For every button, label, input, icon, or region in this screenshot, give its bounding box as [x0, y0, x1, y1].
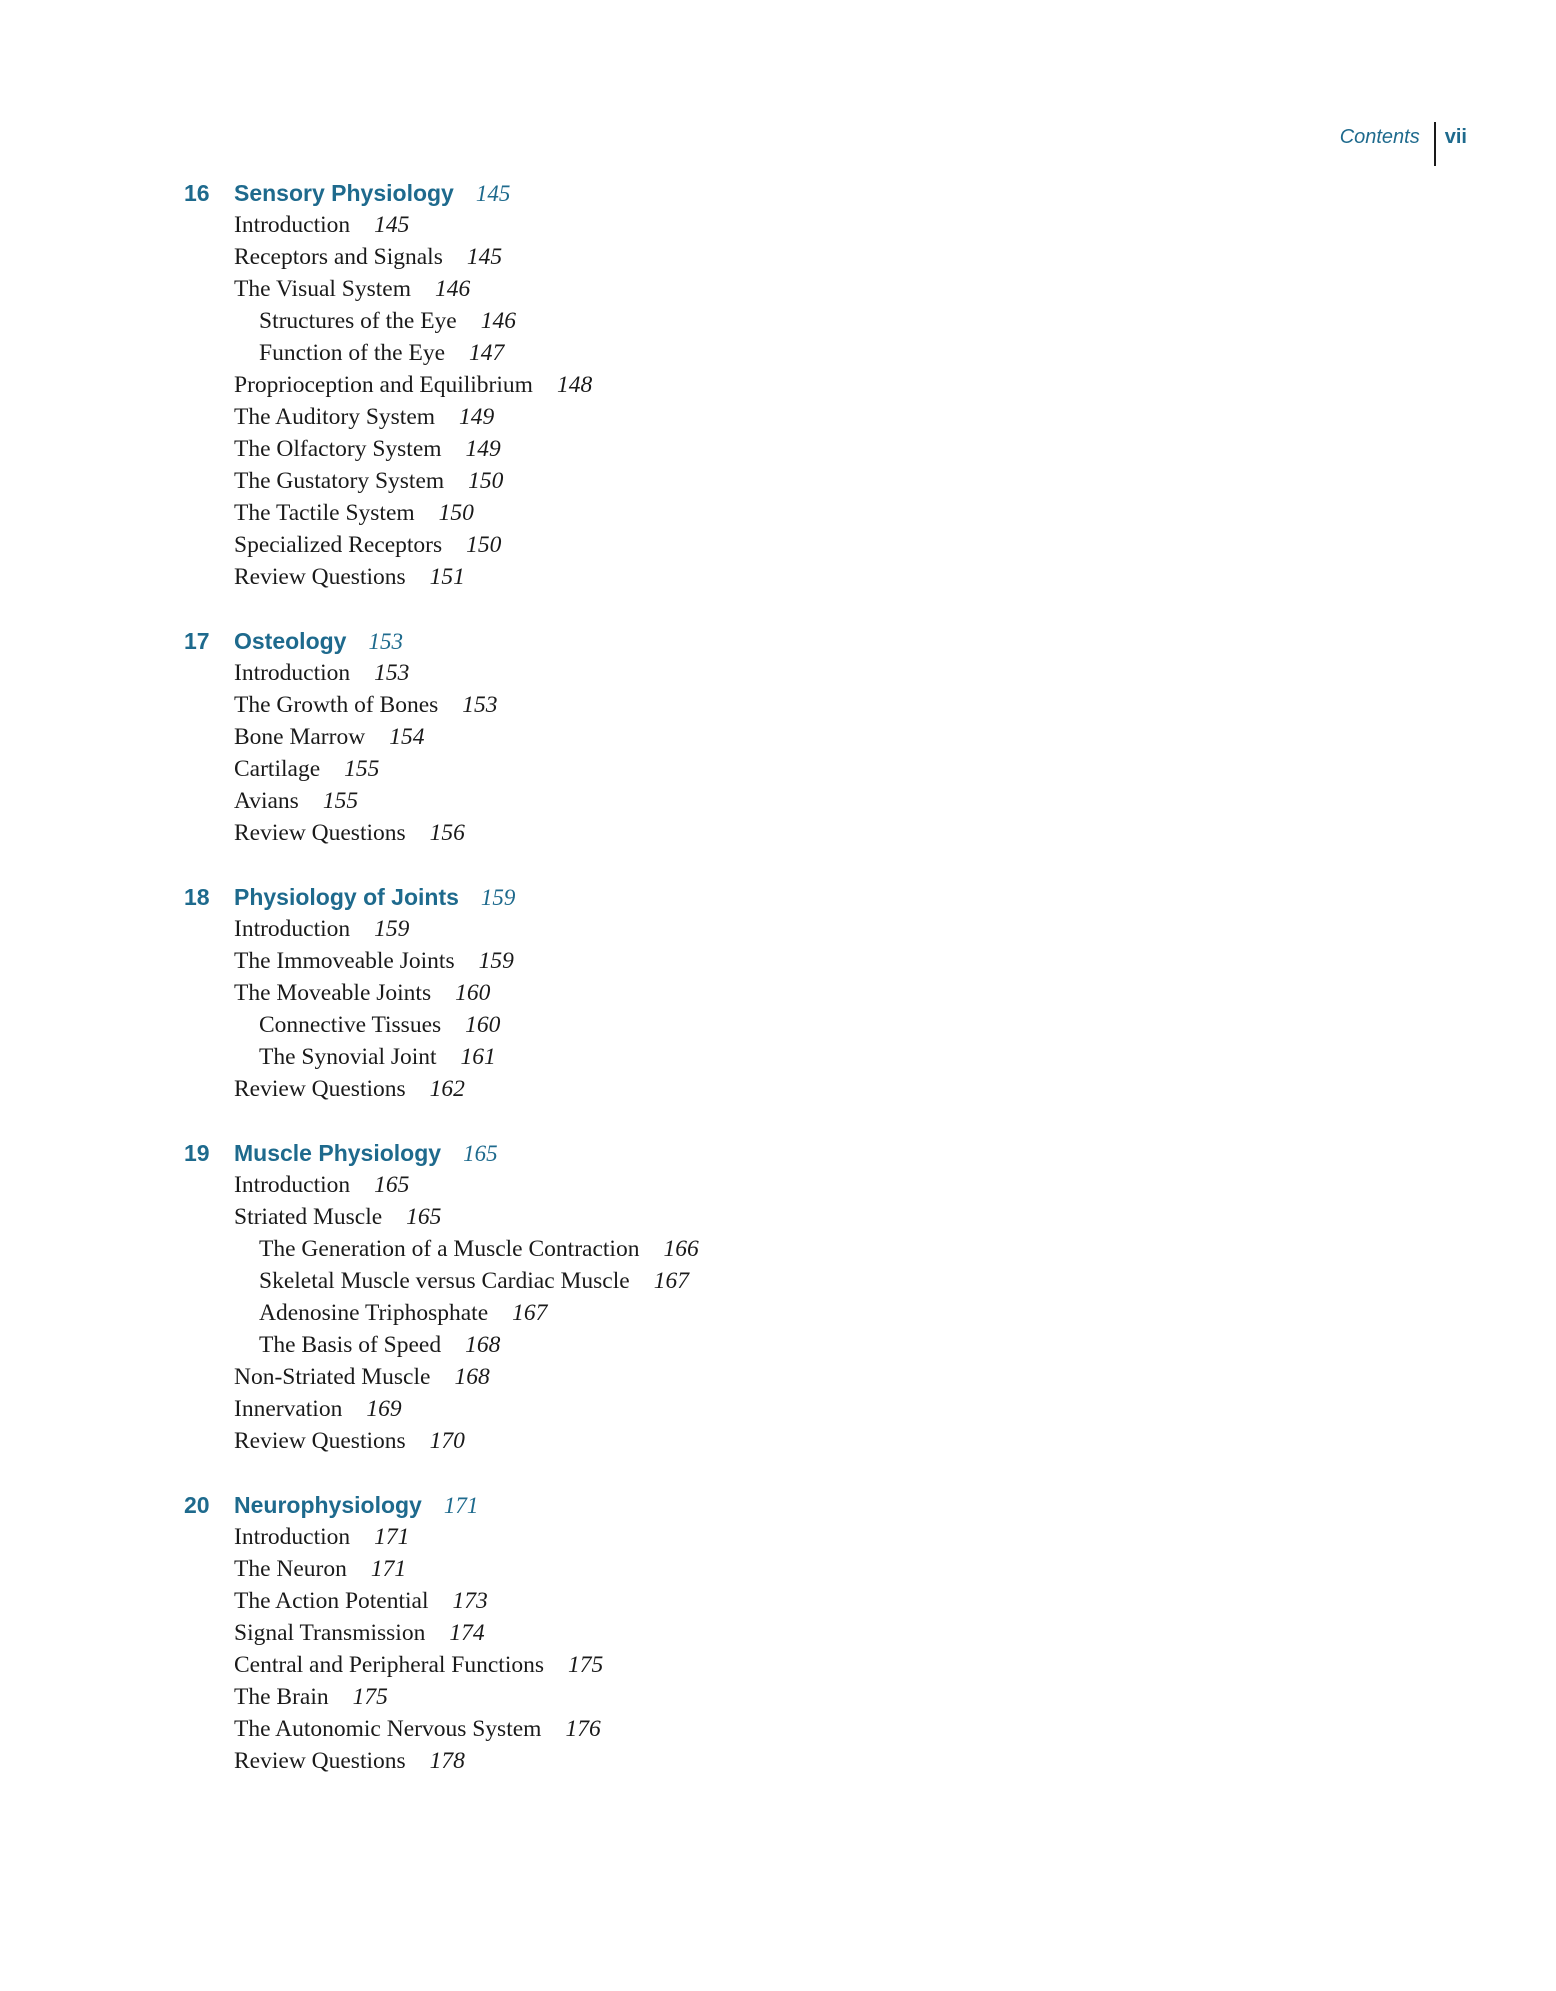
entry-page-number: 178 [429, 1748, 465, 1774]
toc-section-entry[interactable] [234, 1553, 1084, 1585]
entry-page-number: 165 [406, 1204, 442, 1230]
entry-title: The Gustatory System [234, 468, 445, 494]
entry-title: The Growth of Bones [234, 692, 439, 718]
entry-title: Review Questions [234, 564, 406, 590]
entry-page-number: 171 [374, 1524, 410, 1550]
toc-section-entry[interactable] [234, 1681, 1084, 1713]
entry-page-number: 173 [452, 1588, 488, 1614]
entry-title: Striated Muscle [234, 1204, 383, 1230]
toc-section-entry[interactable] [234, 465, 1084, 497]
entry-title: Introduction [234, 1172, 351, 1198]
toc-section-entry[interactable] [234, 945, 1084, 977]
entry-page-number: 167 [512, 1300, 548, 1326]
entry-page-number: 146 [480, 308, 516, 334]
entry-title: The Action Potential [234, 1588, 429, 1614]
toc-section-entry[interactable] [234, 401, 1084, 433]
entry-page-number: 153 [374, 660, 410, 686]
entry-page-number: 169 [366, 1396, 402, 1422]
entry-page-number: 168 [454, 1364, 490, 1390]
entry-page-number: 166 [663, 1236, 699, 1262]
entry-page-number: 174 [449, 1620, 485, 1646]
entry-title: Structures of the Eye [259, 308, 457, 334]
page-number: vii [1444, 126, 1467, 148]
chapter-heading[interactable] [184, 177, 1084, 209]
entry-title: Avians [234, 788, 299, 814]
entry-page-number: 162 [429, 1076, 465, 1102]
chapter-entries [184, 913, 1084, 1105]
toc-section-entry[interactable] [234, 529, 1084, 561]
toc-section-entry[interactable] [234, 1617, 1084, 1649]
running-head [1340, 122, 1467, 166]
toc-section-entry[interactable] [234, 1425, 1084, 1457]
chapter-number: 19 [184, 1140, 210, 1166]
entry-title: The Brain [234, 1684, 329, 1710]
entry-page-number: 145 [374, 212, 410, 238]
entry-title: Review Questions [234, 1076, 406, 1102]
entry-title: Specialized Receptors [234, 532, 443, 558]
running-head-section: Contents [1339, 126, 1420, 148]
entry-title: Introduction [234, 1524, 351, 1550]
toc-section-entry[interactable] [234, 977, 1084, 1009]
toc-section-entry[interactable] [234, 689, 1084, 721]
entry-page-number: 170 [429, 1428, 465, 1454]
toc-chapter [184, 1137, 1084, 1457]
chapter-page-number: 159 [480, 885, 516, 910]
toc-subsection-entry[interactable] [234, 305, 1084, 337]
entry-title: Proprioception and Equilibrium [234, 372, 533, 398]
chapter-entries [184, 1169, 1084, 1457]
entry-title: The Visual System [234, 276, 412, 302]
entry-page-number: 160 [465, 1012, 501, 1038]
entry-title: Adenosine Triphosphate [259, 1300, 489, 1326]
entry-title: The Neuron [234, 1556, 347, 1582]
entry-title: The Immoveable Joints [234, 948, 455, 974]
chapter-heading[interactable] [184, 1137, 1084, 1169]
entry-page-number: 159 [478, 948, 514, 974]
entry-page-number: 175 [568, 1652, 604, 1678]
entry-title: The Moveable Joints [234, 980, 432, 1006]
toc-subsection-entry[interactable] [234, 1265, 1084, 1297]
chapter-title: Muscle Physiology [234, 1140, 442, 1166]
entry-page-number: 154 [389, 724, 425, 750]
chapter-title: Neurophysiology [234, 1492, 422, 1518]
entry-page-number: 167 [653, 1268, 689, 1294]
toc-section-entry[interactable] [234, 1361, 1084, 1393]
entry-page-number: 146 [435, 276, 471, 302]
chapter-heading[interactable] [184, 625, 1084, 657]
entry-page-number: 176 [565, 1716, 601, 1742]
entry-page-number: 153 [462, 692, 498, 718]
entry-title: The Auditory System [234, 404, 436, 430]
entry-title: The Synovial Joint [259, 1044, 437, 1070]
chapter-heading[interactable] [184, 1489, 1084, 1521]
entry-page-number: 155 [344, 756, 380, 782]
toc-section-entry[interactable] [234, 1713, 1084, 1745]
entry-title: The Generation of a Muscle Contraction [259, 1236, 640, 1262]
entry-title: Cartilage [234, 756, 321, 782]
entry-title: Review Questions [234, 1428, 406, 1454]
entry-page-number: 159 [374, 916, 410, 942]
chapter-number: 17 [184, 628, 210, 654]
toc-section-entry[interactable] [234, 721, 1084, 753]
entry-page-number: 147 [469, 340, 505, 366]
toc-section-entry[interactable] [234, 785, 1084, 817]
chapter-page-number: 153 [368, 629, 403, 654]
entry-title: Introduction [234, 212, 351, 238]
entry-title: Bone Marrow [234, 724, 366, 750]
entry-title: Introduction [234, 916, 351, 942]
entry-title: The Tactile System [234, 500, 415, 526]
entry-page-number: 165 [374, 1172, 410, 1198]
toc-section-entry[interactable] [234, 1201, 1084, 1233]
entry-title: Central and Peripheral Functions [234, 1652, 544, 1678]
toc-chapter [184, 881, 1084, 1105]
entry-title: Introduction [234, 660, 351, 686]
entry-page-number: 175 [352, 1684, 388, 1710]
toc-section-entry[interactable] [234, 369, 1084, 401]
chapter-page-number: 165 [463, 1141, 498, 1166]
entry-page-number: 150 [468, 468, 504, 494]
toc-section-entry[interactable] [234, 561, 1084, 593]
chapter-number: 18 [184, 884, 210, 910]
entry-title: Non-Striated Muscle [234, 1364, 431, 1390]
chapter-title: Osteology [234, 628, 347, 654]
toc-subsection-entry[interactable] [234, 1297, 1084, 1329]
entry-page-number: 145 [466, 244, 503, 270]
chapter-page-number: 171 [443, 1493, 479, 1518]
entry-page-number: 150 [438, 500, 474, 526]
entry-title: Innervation [234, 1396, 343, 1422]
toc-subsection-entry[interactable] [234, 337, 1084, 369]
toc-section-entry[interactable] [234, 209, 1084, 241]
entry-page-number: 168 [465, 1332, 501, 1358]
toc-section-entry[interactable] [234, 1745, 1084, 1777]
entry-title: Review Questions [234, 820, 406, 846]
chapter-title: Physiology of Joints [234, 884, 459, 910]
toc-chapter [184, 625, 1084, 849]
chapter-entries [184, 657, 1084, 849]
chapter-page-number: 145 [475, 181, 511, 206]
toc-section-entry[interactable] [234, 497, 1084, 529]
chapter-title: Sensory Physiology [234, 180, 454, 206]
entry-title: Connective Tissues [259, 1012, 442, 1038]
entry-page-number: 156 [429, 820, 465, 846]
entry-title: Review Questions [234, 1748, 406, 1774]
entry-title: The Autonomic Nervous System [234, 1716, 542, 1742]
toc-section-entry[interactable] [234, 753, 1084, 785]
chapter-entries [184, 1521, 1084, 1777]
entry-title: The Olfactory System [234, 436, 442, 462]
toc-section-entry[interactable] [234, 657, 1084, 689]
toc-subsection-entry[interactable] [234, 1041, 1084, 1073]
toc-section-entry[interactable] [234, 273, 1084, 305]
entry-page-number: 151 [429, 564, 465, 590]
chapter-entries [184, 209, 1084, 593]
entry-page-number: 149 [459, 404, 495, 430]
toc-section-entry[interactable] [234, 1585, 1084, 1617]
toc-section-entry[interactable] [234, 241, 1084, 273]
entry-page-number: 148 [556, 372, 593, 398]
toc-section-entry[interactable] [234, 913, 1084, 945]
toc-section-entry[interactable] [234, 1649, 1084, 1681]
toc-chapter [184, 1489, 1084, 1777]
toc-section-entry[interactable] [234, 1393, 1084, 1425]
table-of-contents [184, 177, 1084, 1809]
entry-page-number: 150 [466, 532, 502, 558]
toc-subsection-entry[interactable] [234, 1233, 1084, 1265]
toc-section-entry[interactable] [234, 1521, 1084, 1553]
chapter-number: 16 [184, 180, 210, 206]
toc-section-entry[interactable] [234, 1169, 1084, 1201]
entry-title: Function of the Eye [259, 340, 446, 366]
entry-title: The Basis of Speed [259, 1332, 442, 1358]
chapter-number: 20 [184, 1492, 210, 1518]
toc-subsection-entry[interactable] [234, 1329, 1084, 1361]
toc-section-entry[interactable] [234, 1073, 1084, 1105]
entry-title: Skeletal Muscle versus Cardiac Muscle [259, 1268, 630, 1294]
toc-section-entry[interactable] [234, 433, 1084, 465]
entry-title: Receptors and Signals [234, 244, 443, 270]
entry-page-number: 155 [322, 788, 359, 814]
entry-page-number: 161 [460, 1044, 496, 1070]
toc-subsection-entry[interactable] [234, 1009, 1084, 1041]
entry-page-number: 160 [455, 980, 491, 1006]
entry-page-number: 171 [370, 1556, 407, 1582]
toc-section-entry[interactable] [234, 817, 1084, 849]
entry-title: Signal Transmission [234, 1620, 426, 1646]
chapter-heading[interactable] [184, 881, 1084, 913]
entry-page-number: 149 [465, 436, 501, 462]
toc-chapter [184, 177, 1084, 593]
